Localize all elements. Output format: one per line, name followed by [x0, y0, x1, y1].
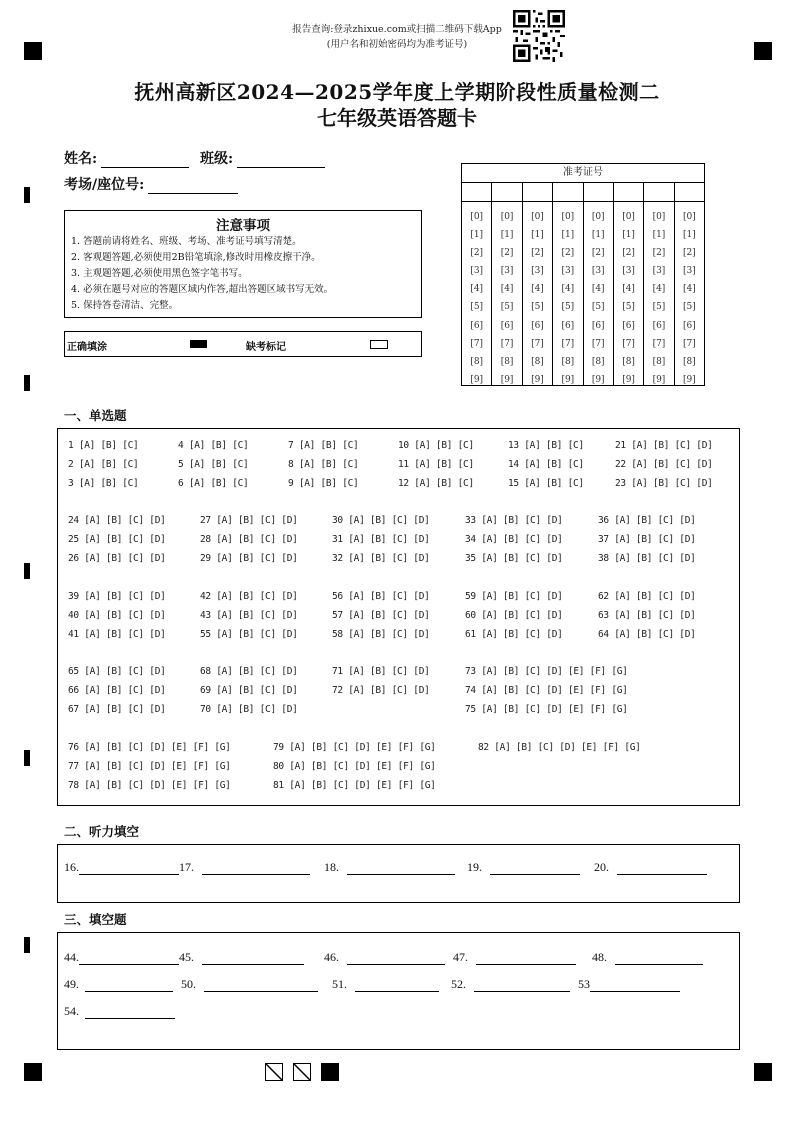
digit-bubble[interactable]: [4] — [561, 284, 575, 295]
question-options[interactable]: 62 [A] [B] [C] [D] — [598, 591, 696, 602]
question-options[interactable]: 78 [A] [B] [C] [D] [E] [F] [G] — [68, 780, 231, 791]
question-options[interactable]: 32 [A] [B] [C] [D] — [332, 553, 430, 564]
corner-mark-bottom-right — [754, 1063, 772, 1081]
digit-bubble[interactable]: [2] — [470, 248, 484, 259]
credential-line: (用户名和初始密码均为准考证号) — [326, 39, 468, 50]
question-options[interactable]: 4 [A] [B] [C] — [178, 440, 249, 451]
question-options[interactable]: 82 [A] [B] [C] [D] [E] [F] [G] — [478, 742, 641, 753]
question-options[interactable]: 13 [A] [B] [C] — [508, 440, 584, 451]
absent-mark-label: 缺考标记 — [246, 342, 286, 353]
digit-bubble[interactable]: [4] — [470, 284, 484, 295]
digit-bubble[interactable]: [0] — [591, 212, 605, 222]
digit-bubble[interactable]: [3] — [531, 266, 544, 277]
digit-bubble[interactable]: [9] — [682, 374, 696, 385]
digit-bubble[interactable]: [8] — [531, 356, 544, 367]
timing-mark — [24, 563, 30, 579]
question-options[interactable]: 6 [A] [B] [C] — [178, 478, 249, 489]
digit-bubble[interactable]: [2] — [561, 248, 575, 259]
answer-blank[interactable] — [202, 952, 304, 965]
admission-digit-column — [492, 202, 522, 385]
digit-bubble[interactable]: [5] — [591, 302, 605, 313]
digit-bubble[interactable]: [8] — [470, 356, 484, 367]
question-options[interactable]: 43 [A] [B] [C] [D] — [200, 610, 298, 621]
digit-bubble[interactable]: [1] — [622, 230, 635, 241]
digit-bubble[interactable]: [0] — [652, 212, 666, 222]
digit-bubble[interactable]: [1] — [561, 230, 575, 241]
digit-bubble[interactable]: [2] — [591, 248, 605, 259]
admission-digit-column — [584, 202, 614, 385]
admission-write-cell[interactable] — [675, 183, 704, 201]
digit-bubble[interactable]: [9] — [622, 374, 635, 385]
seat-field: 考场/座位号: — [64, 174, 238, 194]
timing-mark — [24, 937, 30, 953]
question-options[interactable]: 58 [A] [B] [C] [D] — [332, 629, 430, 640]
digit-bubble[interactable]: [9] — [591, 374, 605, 385]
digit-bubble[interactable]: [5] — [682, 302, 696, 313]
admission-write-cell[interactable] — [492, 183, 522, 201]
question-options[interactable]: 22 [A] [B] [C] [D] — [615, 459, 713, 470]
digit-bubble[interactable]: [0] — [622, 212, 635, 222]
question-options[interactable]: 39 [A] [B] [C] [D] — [68, 591, 166, 602]
admission-digit-column — [462, 202, 492, 385]
digit-bubble[interactable]: [7] — [622, 338, 635, 349]
admission-write-cell[interactable] — [462, 183, 492, 201]
qr-code-icon[interactable] — [513, 10, 565, 62]
question-options[interactable]: 8 [A] [B] [C] — [288, 459, 359, 470]
filled-sample-icon — [190, 340, 207, 348]
digit-bubble[interactable]: [9] — [500, 374, 514, 385]
digit-bubble[interactable]: [7] — [682, 338, 696, 349]
answer-blank[interactable] — [85, 1006, 175, 1019]
question-options[interactable]: 7 [A] [B] [C] — [288, 440, 359, 451]
digit-bubble[interactable]: [3] — [470, 266, 484, 277]
name-field: 姓名: — [64, 148, 189, 168]
digit-bubble[interactable]: [8] — [591, 356, 605, 367]
question-options[interactable]: 56 [A] [B] [C] [D] — [332, 591, 430, 602]
question-options[interactable]: 68 [A] [B] [C] [D] — [200, 666, 298, 677]
class-field: 班级: — [200, 148, 325, 168]
answer-blank[interactable] — [347, 952, 445, 965]
question-options[interactable]: 11 [A] [B] [C] — [398, 459, 474, 470]
question-options[interactable]: 60 [A] [B] [C] [D] — [465, 610, 563, 621]
digit-bubble[interactable]: [5] — [500, 302, 514, 313]
report-query-note — [0, 22, 794, 52]
question-options[interactable]: 74 [A] [B] [C] [D] [E] [F] [G] — [465, 685, 628, 696]
digit-bubble[interactable]: [0] — [470, 212, 484, 222]
timing-mark — [24, 375, 30, 391]
absent-checkbox[interactable] — [370, 340, 388, 349]
filled-box-mark — [321, 1063, 339, 1081]
digit-bubble[interactable]: [6] — [682, 320, 696, 331]
digit-bubble[interactable]: [0] — [500, 212, 514, 222]
listening-row: 16. 17. 18. 19. 20. — [64, 860, 707, 875]
digit-bubble[interactable]: [6] — [470, 320, 484, 331]
fill-blank-row: 44. 45. 46. 47. 48. — [64, 950, 703, 965]
question-options[interactable]: 61 [A] [B] [C] [D] — [465, 629, 563, 640]
question-options[interactable]: 21 [A] [B] [C] [D] — [615, 440, 713, 451]
question-options[interactable]: 36 [A] [B] [C] [D] — [598, 515, 696, 526]
question-options[interactable]: 79 [A] [B] [C] [D] [E] [F] [G] — [273, 742, 436, 753]
notice-box — [64, 210, 422, 318]
question-options[interactable]: 77 [A] [B] [C] [D] [E] [F] [G] — [68, 761, 231, 772]
digit-bubble[interactable]: [4] — [682, 284, 696, 295]
question-options[interactable]: 30 [A] [B] [C] [D] — [332, 515, 430, 526]
digit-bubble[interactable]: [4] — [500, 284, 514, 295]
answer-blank[interactable] — [204, 979, 318, 992]
fill-instruction-box — [64, 331, 422, 357]
question-options[interactable]: 42 [A] [B] [C] [D] — [200, 591, 298, 602]
timing-mark — [24, 187, 30, 203]
question-options[interactable]: 65 [A] [B] [C] [D] — [68, 666, 166, 677]
digit-bubble[interactable]: [3] — [682, 266, 696, 277]
digit-bubble[interactable]: [6] — [591, 320, 605, 331]
digit-bubble[interactable]: [2] — [622, 248, 635, 259]
class-input[interactable] — [237, 153, 325, 168]
question-options[interactable]: 29 [A] [B] [C] [D] — [200, 553, 298, 564]
admission-write-cell[interactable] — [523, 183, 553, 201]
notice-item: 5. 保持答卷清洁、完整。 — [71, 300, 179, 311]
digit-bubble[interactable]: [7] — [470, 338, 484, 349]
digit-bubble[interactable]: [1] — [500, 230, 514, 241]
digit-bubble[interactable]: [7] — [531, 338, 544, 349]
admission-digit-column — [553, 202, 583, 385]
question-options[interactable]: 40 [A] [B] [C] [D] — [68, 610, 166, 621]
digit-bubble[interactable]: [6] — [500, 320, 514, 331]
question-options[interactable]: 3 [A] [B] [C] — [68, 478, 139, 489]
digit-bubble[interactable]: [1] — [682, 230, 696, 241]
digit-bubble[interactable]: [3] — [561, 266, 575, 277]
admission-digit-column — [614, 202, 644, 385]
answer-blank[interactable] — [617, 862, 707, 875]
fill-blank-row: 49. 50. 51. 52. 53 — [64, 977, 680, 992]
corner-mark-bottom-left — [24, 1063, 42, 1081]
section-title-single-choice: 一、单选题 — [64, 408, 127, 423]
digit-bubble[interactable]: [7] — [561, 338, 575, 349]
digit-bubble[interactable]: [2] — [652, 248, 666, 259]
digit-bubble[interactable]: [6] — [652, 320, 666, 331]
answer-blank[interactable] — [474, 979, 570, 992]
question-options[interactable]: 69 [A] [B] [C] [D] — [200, 685, 298, 696]
question-options[interactable]: 15 [A] [B] [C] — [508, 478, 584, 489]
question-options[interactable]: 64 [A] [B] [C] [D] — [598, 629, 696, 640]
slash-box-icon — [265, 1063, 283, 1081]
digit-bubble[interactable]: [7] — [591, 338, 605, 349]
digit-bubble[interactable]: [7] — [500, 338, 514, 349]
digit-bubble[interactable]: [4] — [591, 284, 605, 295]
digit-bubble[interactable]: [3] — [500, 266, 514, 277]
question-options[interactable]: 28 [A] [B] [C] [D] — [200, 534, 298, 545]
digit-bubble[interactable]: [3] — [652, 266, 666, 277]
question-options[interactable]: 73 [A] [B] [C] [D] [E] [F] [G] — [465, 666, 628, 677]
digit-bubble[interactable]: [3] — [591, 266, 605, 277]
digit-bubble[interactable]: [5] — [531, 302, 544, 313]
digit-bubble[interactable]: [9] — [470, 374, 484, 385]
question-options[interactable]: 5 [A] [B] [C] — [178, 459, 249, 470]
question-options[interactable]: 14 [A] [B] [C] — [508, 459, 584, 470]
admission-digit-column — [523, 202, 553, 385]
exam-subtitle: 七年级英语答题卡 — [317, 106, 477, 130]
admission-bubble-columns — [462, 202, 704, 385]
question-options[interactable]: 38 [A] [B] [C] [D] — [598, 553, 696, 564]
digit-bubble[interactable]: [8] — [500, 356, 514, 367]
digit-bubble[interactable]: [1] — [652, 230, 666, 241]
question-options[interactable]: 81 [A] [B] [C] [D] [E] [F] [G] — [273, 780, 436, 791]
notice-item: 1. 答题前请将姓名、班级、考场、准考证号填写清楚。 — [71, 236, 302, 247]
section-title-listening: 二、听力填空 — [64, 824, 140, 839]
question-options[interactable]: 76 [A] [B] [C] [D] [E] [F] [G] — [68, 742, 231, 753]
digit-bubble[interactable]: [4] — [622, 284, 635, 295]
question-options[interactable]: 33 [A] [B] [C] [D] — [465, 515, 563, 526]
answer-blank[interactable] — [85, 979, 173, 992]
admission-write-cell[interactable] — [614, 183, 644, 201]
question-options[interactable]: 67 [A] [B] [C] [D] — [68, 704, 166, 715]
question-options[interactable]: 2 [A] [B] [C] — [68, 459, 139, 470]
fill-blank-row: 54. — [64, 1004, 175, 1019]
question-options[interactable]: 24 [A] [B] [C] [D] — [68, 515, 166, 526]
digit-bubble[interactable]: [8] — [622, 356, 635, 367]
answer-blank[interactable] — [615, 952, 703, 965]
question-options[interactable]: 72 [A] [B] [C] [D] — [332, 685, 430, 696]
digit-bubble[interactable]: [4] — [531, 284, 544, 295]
name-input[interactable] — [101, 153, 189, 168]
admission-write-cell[interactable] — [584, 183, 614, 201]
question-options[interactable]: 9 [A] [B] [C] — [288, 478, 359, 489]
question-options[interactable]: 75 [A] [B] [C] [D] [E] [F] [G] — [465, 704, 628, 715]
answer-blank[interactable] — [202, 862, 310, 875]
digit-bubble[interactable]: [9] — [652, 374, 666, 385]
digit-bubble[interactable]: [6] — [622, 320, 635, 331]
answer-blank[interactable] — [476, 952, 576, 965]
question-options[interactable]: 71 [A] [B] [C] [D] — [332, 666, 430, 677]
digit-bubble[interactable]: [9] — [561, 374, 575, 385]
answer-blank[interactable] — [590, 979, 680, 992]
exam-title: 抚州高新区2024—2025学年度上学期阶段性质量检测二 — [134, 80, 660, 104]
seat-input[interactable] — [148, 179, 238, 194]
question-options[interactable]: 55 [A] [B] [C] [D] — [200, 629, 298, 640]
question-options[interactable]: 1 [A] [B] [C] — [68, 440, 139, 451]
answer-blank[interactable] — [79, 952, 179, 965]
admission-write-cell[interactable] — [644, 183, 674, 201]
digit-bubble[interactable]: [8] — [682, 356, 696, 367]
answer-blank[interactable] — [490, 862, 580, 875]
admission-write-cell[interactable] — [553, 183, 583, 201]
notice-item: 2. 客观题答题,必须使用2B铅笔填涂,修改时用橡皮擦干净。 — [71, 252, 321, 263]
admission-number-grid — [461, 163, 705, 386]
question-options[interactable]: 80 [A] [B] [C] [D] [E] [F] [G] — [273, 761, 436, 772]
question-options[interactable]: 57 [A] [B] [C] [D] — [332, 610, 430, 621]
digit-bubble[interactable]: [6] — [531, 320, 544, 331]
admission-digit-column — [644, 202, 674, 385]
digit-bubble[interactable]: [5] — [470, 302, 484, 313]
question-options[interactable]: 27 [A] [B] [C] [D] — [200, 515, 298, 526]
answer-blank[interactable] — [79, 862, 179, 875]
section-title-fill-blank: 三、填空题 — [64, 912, 127, 927]
report-line: 报告查询:登录zhixue.com或扫描二维码下载App — [292, 24, 502, 35]
question-options[interactable]: 66 [A] [B] [C] [D] — [68, 685, 166, 696]
question-options[interactable]: 31 [A] [B] [C] [D] — [332, 534, 430, 545]
question-options[interactable]: 41 [A] [B] [C] [D] — [68, 629, 166, 640]
digit-bubble[interactable]: [0] — [561, 212, 575, 222]
notice-item: 3. 主观题答题,必须使用黑色签字笔书写。 — [71, 268, 248, 279]
digit-bubble[interactable]: [1] — [531, 230, 544, 241]
digit-bubble[interactable]: [2] — [500, 248, 514, 259]
digit-bubble[interactable]: [6] — [561, 320, 575, 331]
notice-item: 4. 必须在题号对应的答题区域内作答,超出答题区域书写无效。 — [71, 284, 334, 295]
question-options[interactable]: 59 [A] [B] [C] [D] — [465, 591, 563, 602]
answer-blank[interactable] — [355, 979, 439, 992]
question-options[interactable]: 23 [A] [B] [C] [D] — [615, 478, 713, 489]
digit-bubble[interactable]: [4] — [652, 284, 666, 295]
question-options[interactable]: 35 [A] [B] [C] [D] — [465, 553, 563, 564]
correct-fill-label: 正确填涂 — [67, 342, 107, 353]
notice-title: 注意事项 — [216, 218, 270, 234]
digit-bubble[interactable]: [5] — [652, 302, 666, 313]
admission-digit-column — [675, 202, 704, 385]
digit-bubble[interactable]: [9] — [531, 374, 544, 385]
digit-bubble[interactable]: [5] — [622, 302, 635, 313]
timing-mark — [24, 750, 30, 766]
question-options[interactable]: 37 [A] [B] [C] [D] — [598, 534, 696, 545]
digit-bubble[interactable]: [8] — [561, 356, 575, 367]
question-options[interactable]: 70 [A] [B] [C] [D] — [200, 704, 298, 715]
admission-write-cells — [462, 183, 704, 202]
question-options[interactable]: 10 [A] [B] [C] — [398, 440, 474, 451]
question-options[interactable]: 34 [A] [B] [C] [D] — [465, 534, 563, 545]
question-options[interactable]: 25 [A] [B] [C] [D] — [68, 534, 166, 545]
digit-bubble[interactable]: [5] — [561, 302, 575, 313]
digit-bubble[interactable]: [2] — [531, 248, 544, 259]
digit-bubble[interactable]: [1] — [591, 230, 605, 241]
digit-bubble[interactable]: [0] — [531, 212, 544, 222]
question-options[interactable]: 26 [A] [B] [C] [D] — [68, 553, 166, 564]
digit-bubble[interactable]: [3] — [622, 266, 635, 277]
digit-bubble[interactable]: [2] — [682, 248, 696, 259]
slash-box-icon — [293, 1063, 311, 1081]
admission-title: 准考证号 — [462, 164, 704, 183]
answer-blank[interactable] — [347, 862, 455, 875]
digit-bubble[interactable]: [7] — [652, 338, 666, 349]
digit-bubble[interactable]: [1] — [470, 230, 484, 241]
digit-bubble[interactable]: [0] — [682, 212, 696, 222]
question-options[interactable]: 12 [A] [B] [C] — [398, 478, 474, 489]
digit-bubble[interactable]: [8] — [652, 356, 666, 367]
question-options[interactable]: 63 [A] [B] [C] [D] — [598, 610, 696, 621]
